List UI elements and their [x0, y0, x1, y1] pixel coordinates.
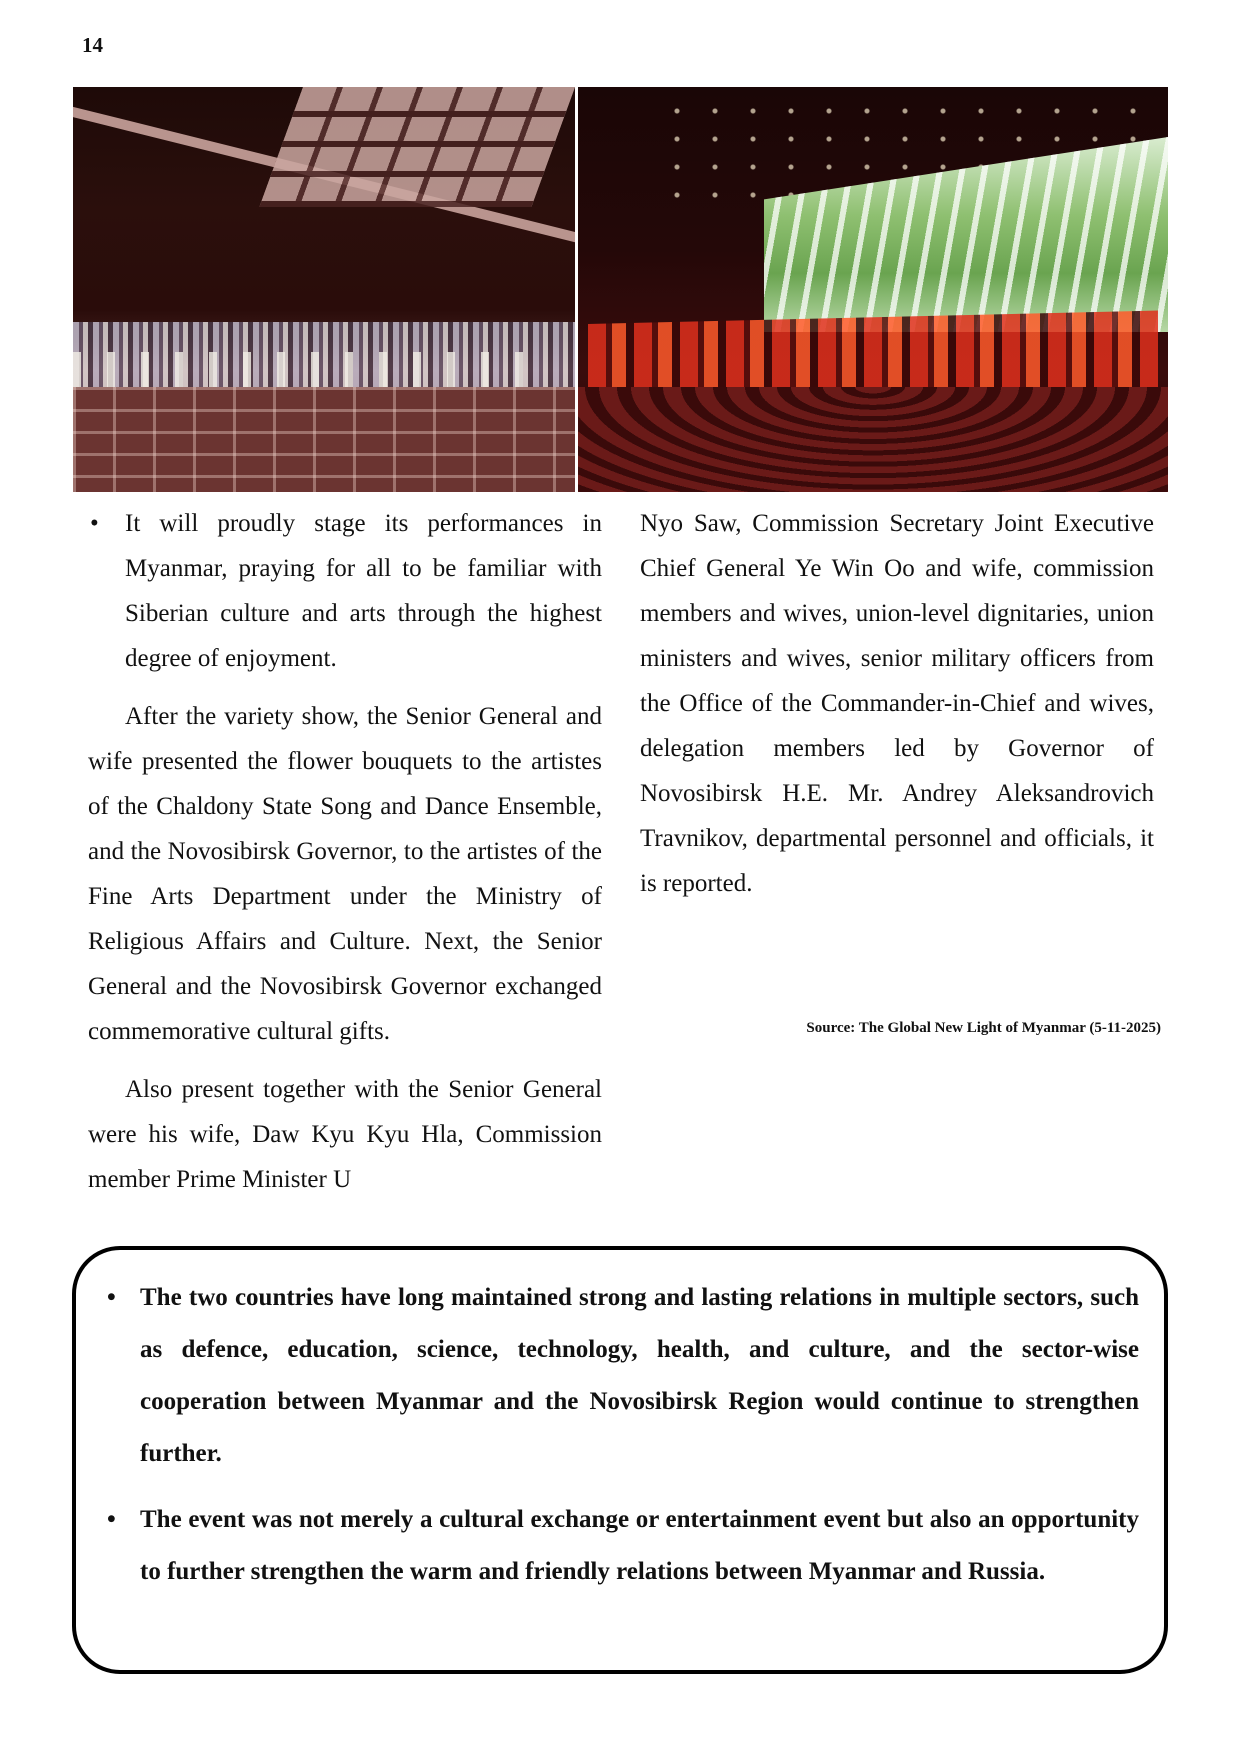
paragraph: Nyo Saw, Commission Secretary Joint Executive Chief General Ye Win Oo and wife, commission members and wives, union-level dignitaries, union ministers and wives, senior military officers from the Office of the Commander-in-Chief and wives, delegation members led by Governor of Novosibirsk H.E. Mr. Andrey Aleksandrovich Travnikov, departmental personnel and officials, it is reported.: [640, 510, 1154, 897]
left-column: [88, 501, 602, 1202]
callout-list: [107, 1272, 1139, 1598]
callout-box: [72, 1246, 1168, 1674]
bullet-icon: •: [107, 1284, 116, 1311]
photo-strip: [73, 87, 1168, 492]
photo-stage-performance: [578, 87, 1168, 492]
bullet-icon: •: [107, 1506, 116, 1533]
coffered-ceiling: [259, 87, 575, 207]
paragraph: After the variety show, the Senior General and wife presented the flower bouquets to the artistes of the Chaldony State Song and Dance Ensemble, and the Novosibirsk Governor, to the artistes of the Fine Arts Department under the Ministry of Religious Affairs and Culture. Next, the Senior General and the Novosibirsk Governor exchanged commemorative cultural gifts.: [88, 703, 602, 1045]
bullet-icon: •: [90, 510, 99, 537]
page-number: 14: [82, 33, 103, 57]
paragraph: Also present together with the Senior General were his wife, Daw Kyu Kyu Hla, Commission member Prime Minister U: [88, 1076, 602, 1193]
callout-item: [107, 1272, 1139, 1480]
source-citation: Source: The Global New Light of Myanmar (5-11-2025): [806, 1020, 1161, 1036]
callout-text: The two countries have long maintained strong and lasting relations in multiple sectors, such as defence, education, science, technology, health, and culture, and the sector-wise cooperation between Myanmar and the Novosibirsk Region would continue to strengthen further.: [140, 1284, 1139, 1467]
callout-item: [107, 1494, 1139, 1598]
callout-text: The event was not merely a cultural exchange or entertainment event but also an opportunity to further strengthen the warm and friendly relations between Myanmar and Russia.: [140, 1506, 1139, 1585]
bullet-text: It will proudly stage its performances in Myanmar, praying for all to be familiar with Siberian culture and arts through the highest degree of enjoyment.: [125, 510, 602, 672]
list-item: [88, 501, 602, 681]
photo-audience: [73, 87, 575, 492]
right-column: [640, 501, 1154, 906]
stage-drapery: [578, 387, 1168, 492]
patterned-carpet: [73, 387, 575, 492]
